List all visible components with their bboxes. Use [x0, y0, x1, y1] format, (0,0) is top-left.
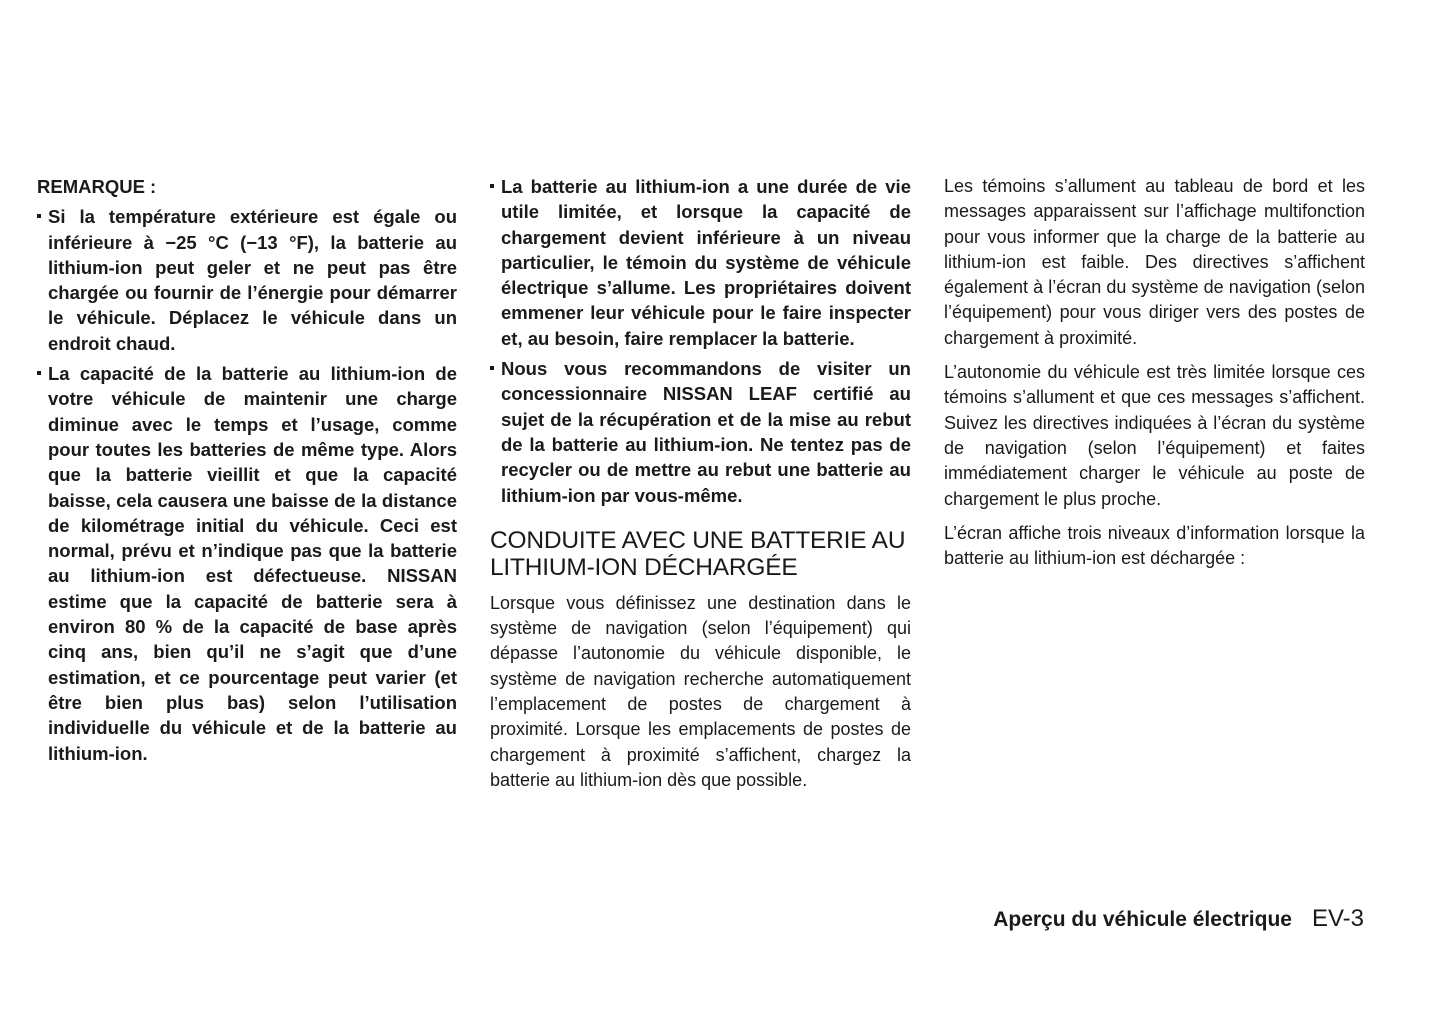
- note-bullet-item: [490, 174, 911, 351]
- section-heading-line: CONDUITE AVEC UNE BATTERIE AU: [490, 526, 906, 554]
- column-middle: [490, 174, 911, 802]
- bullet-icon: [37, 371, 41, 375]
- bullet-icon: [37, 214, 41, 218]
- note-bullet-item: [37, 361, 457, 766]
- note-bullet-item: [490, 356, 911, 508]
- note-bullet-item: [37, 204, 457, 356]
- note-bullet-text: La batterie au lithium-ion a une durée de vie utile limitée, et lorsque la capacité de chargement devient inférieure à un niveau particulier, le témoin du système de véhicule électrique s’allume. Les propriétaires doivent emmener leur véhicule pour le faire inspecter et, au besoin, faire remplacer la batterie.: [501, 176, 911, 349]
- note-bullet-text: La capacité de la batterie au lithium-ion de votre véhicule de maintenir une charge diminue avec le temps et l’usage, comme pour toutes les batteries de même type. Alors que la batterie vieillit et que la capacité baisse, cela causera une baisse de la distance de kilométrage initial du véhicule. Ceci est normal, prévu et n’indique pas que la batterie au lithium-ion est défectueuse. NISSAN estime que la capacité de batterie sera à environ 80 % de la capacité de base après cinq ans, bien qu’il ne s’agit que d’une estimation, et ce pourcentage peut varier (et être bien plus bas) selon l’utilisation individuelle du véhicule et de la batterie au lithium-ion.: [48, 363, 457, 764]
- body-paragraph: L’autonomie du véhicule est très limitée lorsque ces témoins s’allument et que ces messages s’affichent. Suivez les directives indiquées à l’écran du système de navigation (selon l’équipement) et faites immédiatement charger le véhicule au poste de chargement le plus proche.: [944, 362, 1365, 509]
- bullet-icon: [490, 184, 494, 188]
- body-paragraph: Les témoins s’allument au tableau de bord et les messages apparaissent sur l’affichage multifonction pour vous informer que la charge de la batterie au lithium-ion est faible. Des directives s’affichent également à l’écran du système de navigation (selon l’équipement) pour vous diriger vers des postes de chargement à proximité.: [944, 176, 1365, 348]
- note-bullet-list: [37, 204, 457, 766]
- note-bullet-text: Si la température extérieure est égale ou inférieure à −25 °C (−13 °F), la batterie au lithium-ion peut geler et ne peut pas être chargée ou fournir de l’énergie pour démarrer le véhicule. Déplacez le véhicule dans un endroit chaud.: [48, 206, 457, 354]
- body-paragraph: L’écran affiche trois niveaux d’information lorsque la batterie au lithium-ion est déchargée :: [944, 522, 1365, 569]
- footer-section-title: Aperçu du véhicule électrique: [993, 908, 1292, 931]
- page-footer: [993, 905, 1364, 933]
- note-bullet-text: Nous vous recommandons de visiter un concessionnaire NISSAN LEAF certifié au sujet de la récupération et de la mise au rebut de la batterie au lithium-ion. Ne tentez pas de recycler ou de mettre au rebut une batterie au lithium-ion par vous-même.: [501, 358, 911, 506]
- column-left: [37, 174, 457, 771]
- section-heading-line: LITHIUM-ION DÉCHARGÉE: [490, 553, 798, 581]
- section-heading: [490, 527, 911, 581]
- page-number: EV-3: [1311, 905, 1364, 932]
- bullet-icon: [490, 366, 494, 370]
- note-title: REMARQUE :: [37, 176, 157, 197]
- column-right: [944, 174, 1365, 580]
- body-paragraph: Lorsque vous définissez une destination dans le système de navigation (selon l’équipement) qui dépasse l’autonomie du véhicule disponible, le système de navigation recherche automatiquement l’emplacement de postes de chargement à proximité. Lorsque les emplacements de postes de chargement à proximité s’affichent, chargez la batterie au lithium-ion dès que possible.: [490, 592, 911, 790]
- note-bullet-list: [490, 174, 911, 508]
